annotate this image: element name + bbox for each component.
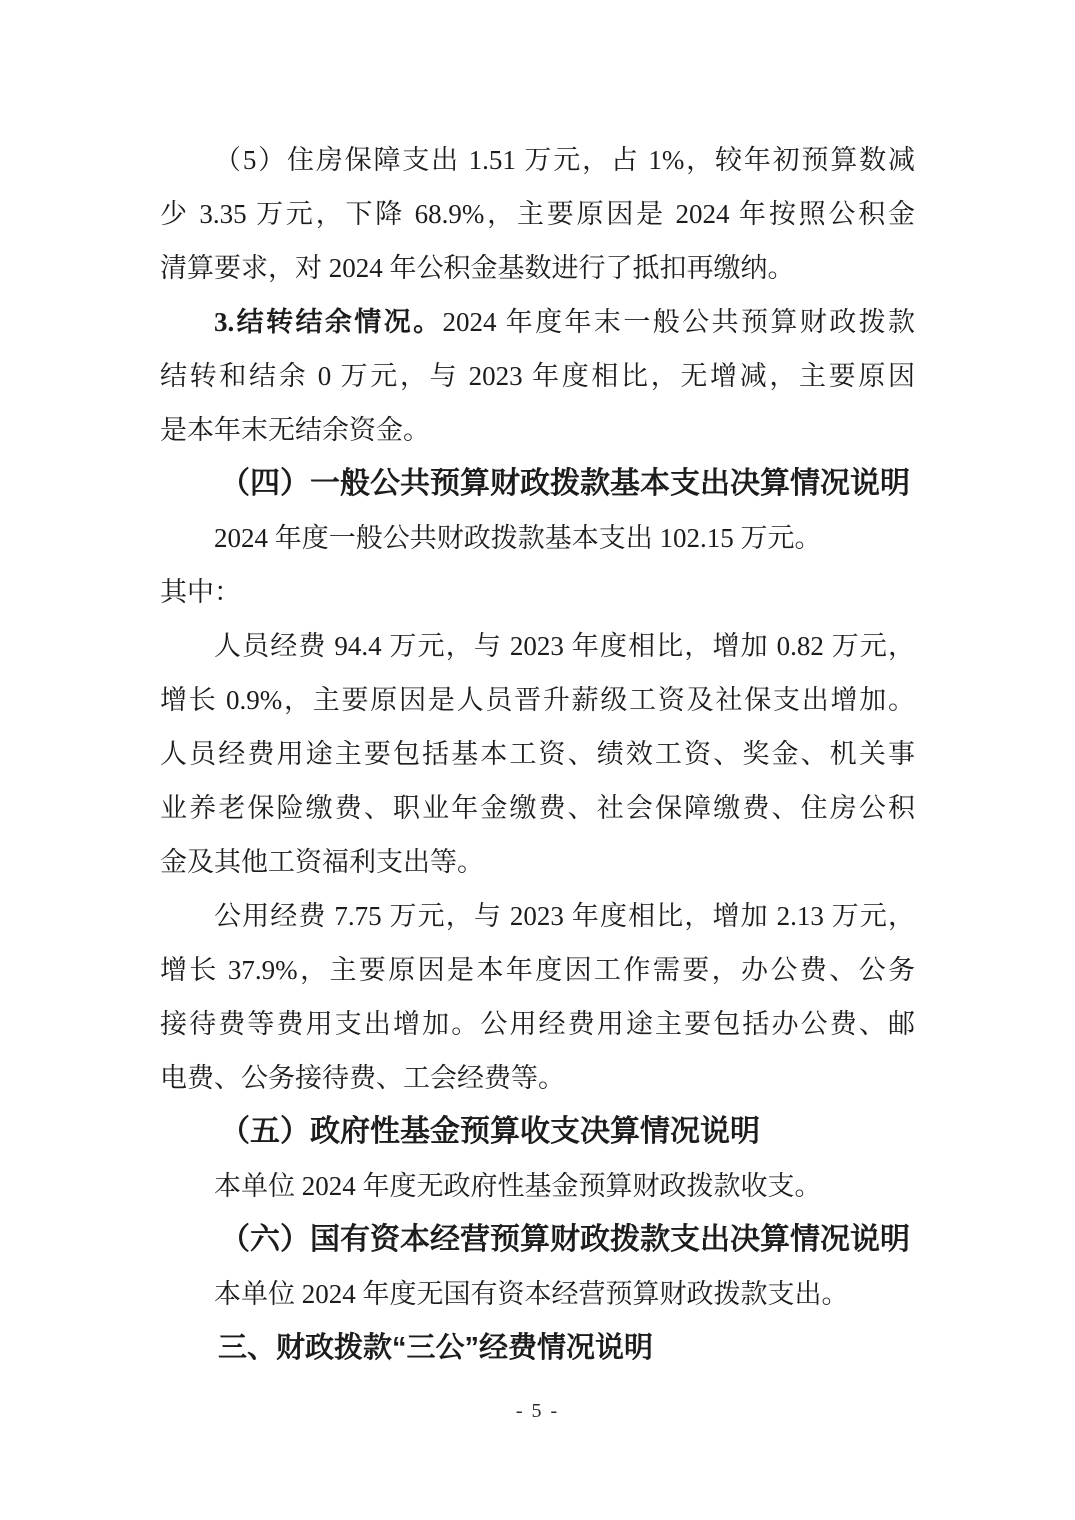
- text-line: 电费、公务接待费、工会经费等。: [160, 1063, 565, 1093]
- text-line: 结转和结余 0 万元，与 2023 年度相比，无增减，主要原因: [160, 361, 915, 391]
- heading-text: 三、财政拨款“三公”经费情况说明: [218, 1332, 654, 1364]
- para-basic-expenditure-total: [160, 511, 915, 619]
- text-line: 业养老保险缴费、职业年金缴费、社会保障缴费、住房公积: [160, 793, 915, 823]
- text-line: 是本年末无结余资金。: [160, 415, 430, 445]
- text-line: （5）住房保障支出 1.51 万元，占 1%，较年初预算数减: [214, 145, 915, 175]
- para-no-gov-fund: [160, 1159, 915, 1213]
- heading-text: （四）一般公共预算财政拨款基本支出决算情况说明: [220, 467, 910, 500]
- text-line: 公用经费 7.75 万元，与 2023 年度相比，增加 2.13 万元，: [214, 901, 915, 931]
- page-footer: [0, 1400, 1075, 1423]
- para-carryover-surplus: [160, 295, 915, 457]
- text-line: 金及其他工资福利支出等。: [160, 847, 484, 877]
- heading-section-6-state-capital: [160, 1213, 915, 1267]
- heading-text: （五）政府性基金预算收支决算情况说明: [220, 1115, 760, 1148]
- para-personnel-expense: [160, 619, 915, 889]
- heading-section-5-gov-fund: [160, 1105, 915, 1159]
- heading-text: （六）国有资本经营预算财政拨款支出决算情况说明: [220, 1223, 910, 1256]
- text-line: 人员经费用途主要包括基本工资、绩效工资、奖金、机关事: [160, 739, 915, 769]
- para-no-state-capital: [160, 1267, 915, 1321]
- text-line: 人员经费 94.4 万元，与 2023 年度相比，增加 0.82 万元，: [214, 631, 915, 661]
- heading-section-4-basic-expenditure: [160, 457, 915, 511]
- text-line: 增长 37.9%，主要原因是本年度因工作需要，办公费、公务: [160, 955, 915, 985]
- page-number: - 5 -: [515, 1400, 560, 1422]
- text-line: [160, 295, 915, 349]
- para-public-expense: [160, 889, 915, 1105]
- text-line: 增长 0.9%，主要原因是人员晋升薪级工资及社保支出增加。: [160, 685, 915, 715]
- text-line: 2024 年度一般公共财政拨款基本支出 102.15 万元。: [214, 523, 822, 553]
- heading-three-public-funds: [160, 1321, 915, 1375]
- text-line: 其中：: [160, 577, 241, 607]
- text-line: 本单位 2024 年度无国有资本经营预算财政拨款支出。: [214, 1279, 849, 1309]
- inline-bold-label: 3.结转结余情况。: [214, 307, 443, 337]
- text-line: 接待费等费用支出增加。公用经费用途主要包括办公费、邮: [160, 1009, 915, 1039]
- text-line: 本单位 2024 年度无政府性基金预算财政拨款收支。: [214, 1171, 822, 1201]
- document-body: [160, 133, 915, 1375]
- text-line: 清算要求，对 2024 年公积金基数进行了抵扣再缴纳。: [160, 253, 795, 283]
- text-line: 少 3.35 万元，下降 68.9%，主要原因是 2024 年按照公积金: [160, 199, 915, 229]
- inline-text: 2024 年度年末一般公共预算财政拨款: [442, 307, 916, 337]
- para-housing-support-expense: [160, 133, 915, 295]
